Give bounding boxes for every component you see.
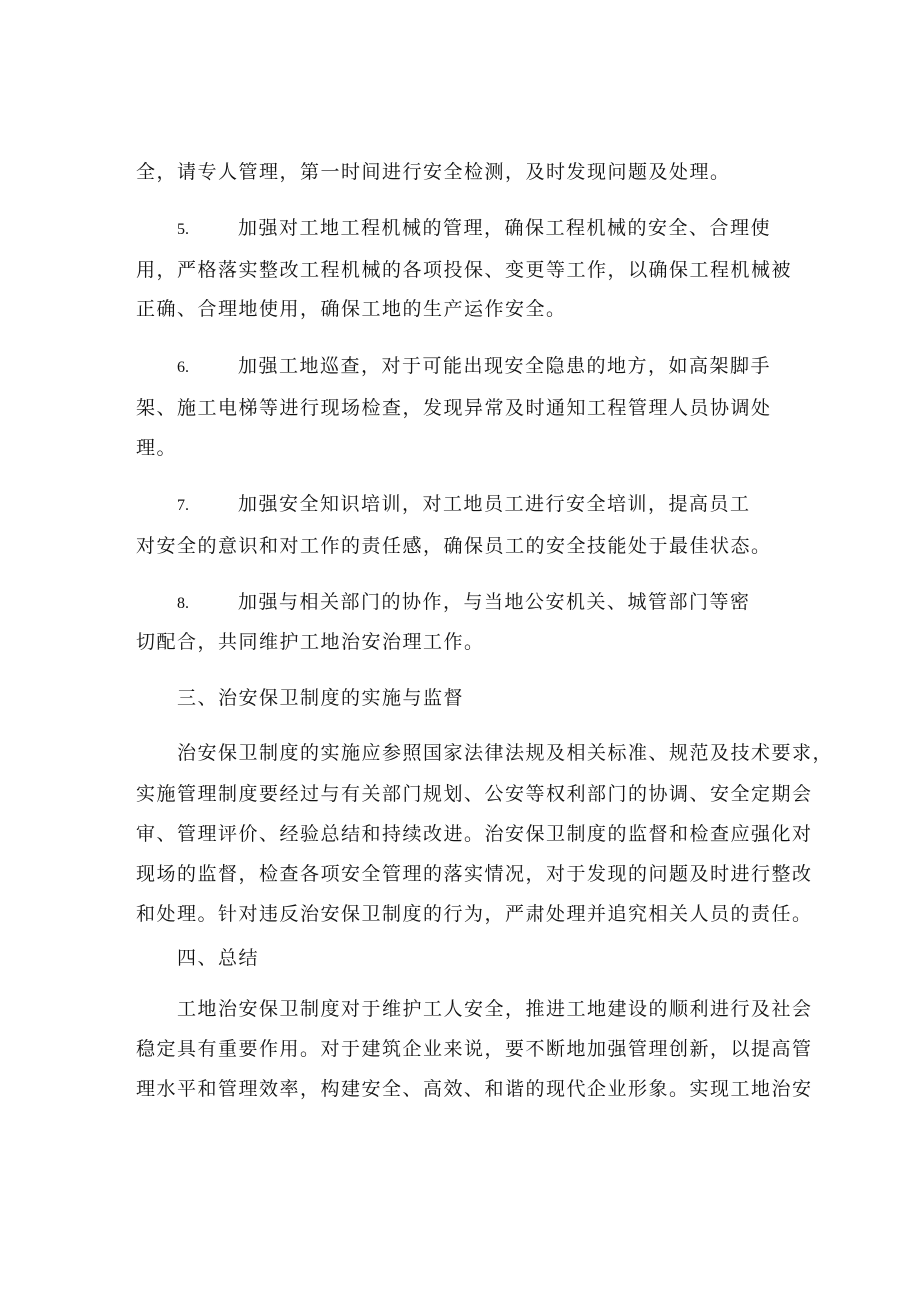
section3-line: 审、管理评价、经验总结和持续改进。治安保卫制度的监督和检查应强化对 (136, 823, 813, 845)
item-text-line: 架、施工电梯等进行现场检查，发现异常及时通知工程管理人员协调处 (136, 397, 772, 419)
section4-line: 稳定具有重要作用。对于建筑企业来说，要不断地加强管理创新，以提高管 (136, 1038, 813, 1060)
section3-line: 治安保卫制度的实施应参照国家法律法规及相关标准、规范及技术要求， (177, 742, 834, 764)
item-number: 5. (177, 221, 189, 238)
item-text-line: 加强对工地工程机械的管理，确保工程机械的安全、合理使 (238, 217, 772, 239)
item-text-line: 加强安全知识培训，对工地员工进行安全培训，提高员工 (238, 493, 751, 515)
section3-line: 和处理。针对违反治安保卫制度的行为，严肃处理并追究相关人员的责任。 (136, 903, 813, 925)
section4-line: 工地治安保卫制度对于维护工人安全，推进工地建设的顺利进行及社会 (177, 998, 813, 1020)
section4-heading: 四、总结 (177, 947, 260, 969)
section3-line: 现场的监督，检查各项安全管理的落实情况，对于发现的问题及时进行整改 (136, 863, 813, 885)
section4-line: 理水平和管理效率，构建安全、高效、和谐的现代企业形象。实现工地治安 (136, 1078, 813, 1100)
item-number: 6. (177, 359, 189, 376)
section3-line: 实施管理制度要经过与有关部门规划、公安等权利部门的协调、安全定期会 (136, 783, 813, 805)
item-text-line: 对安全的意识和对工作的责任感，确保员工的安全技能处于最佳状态。 (136, 535, 772, 557)
item-text-line: 用，严格落实整改工程机械的各项投保、变更等工作，以确保工程机械被 (136, 259, 793, 281)
intro-tail-line: 全，请专人管理，第一时间进行安全检测，及时发现问题及处理。 (136, 161, 731, 183)
section3-heading: 三、治安保卫制度的实施与监督 (177, 687, 465, 709)
item-text-line: 理。 (136, 437, 178, 459)
item-number: 8. (177, 595, 189, 612)
item-number: 7. (177, 497, 189, 514)
item-text-line: 正确、合理地使用，确保工地的生产运作安全。 (136, 298, 567, 320)
item-text-line: 加强与相关部门的协作，与当地公安机关、城管部门等密 (238, 591, 751, 613)
item-text-line: 切配合，共同维护工地治安治理工作。 (136, 631, 485, 653)
item-text-line: 加强工地巡查，对于可能出现安全隐患的地方，如高架脚手 (238, 355, 772, 377)
